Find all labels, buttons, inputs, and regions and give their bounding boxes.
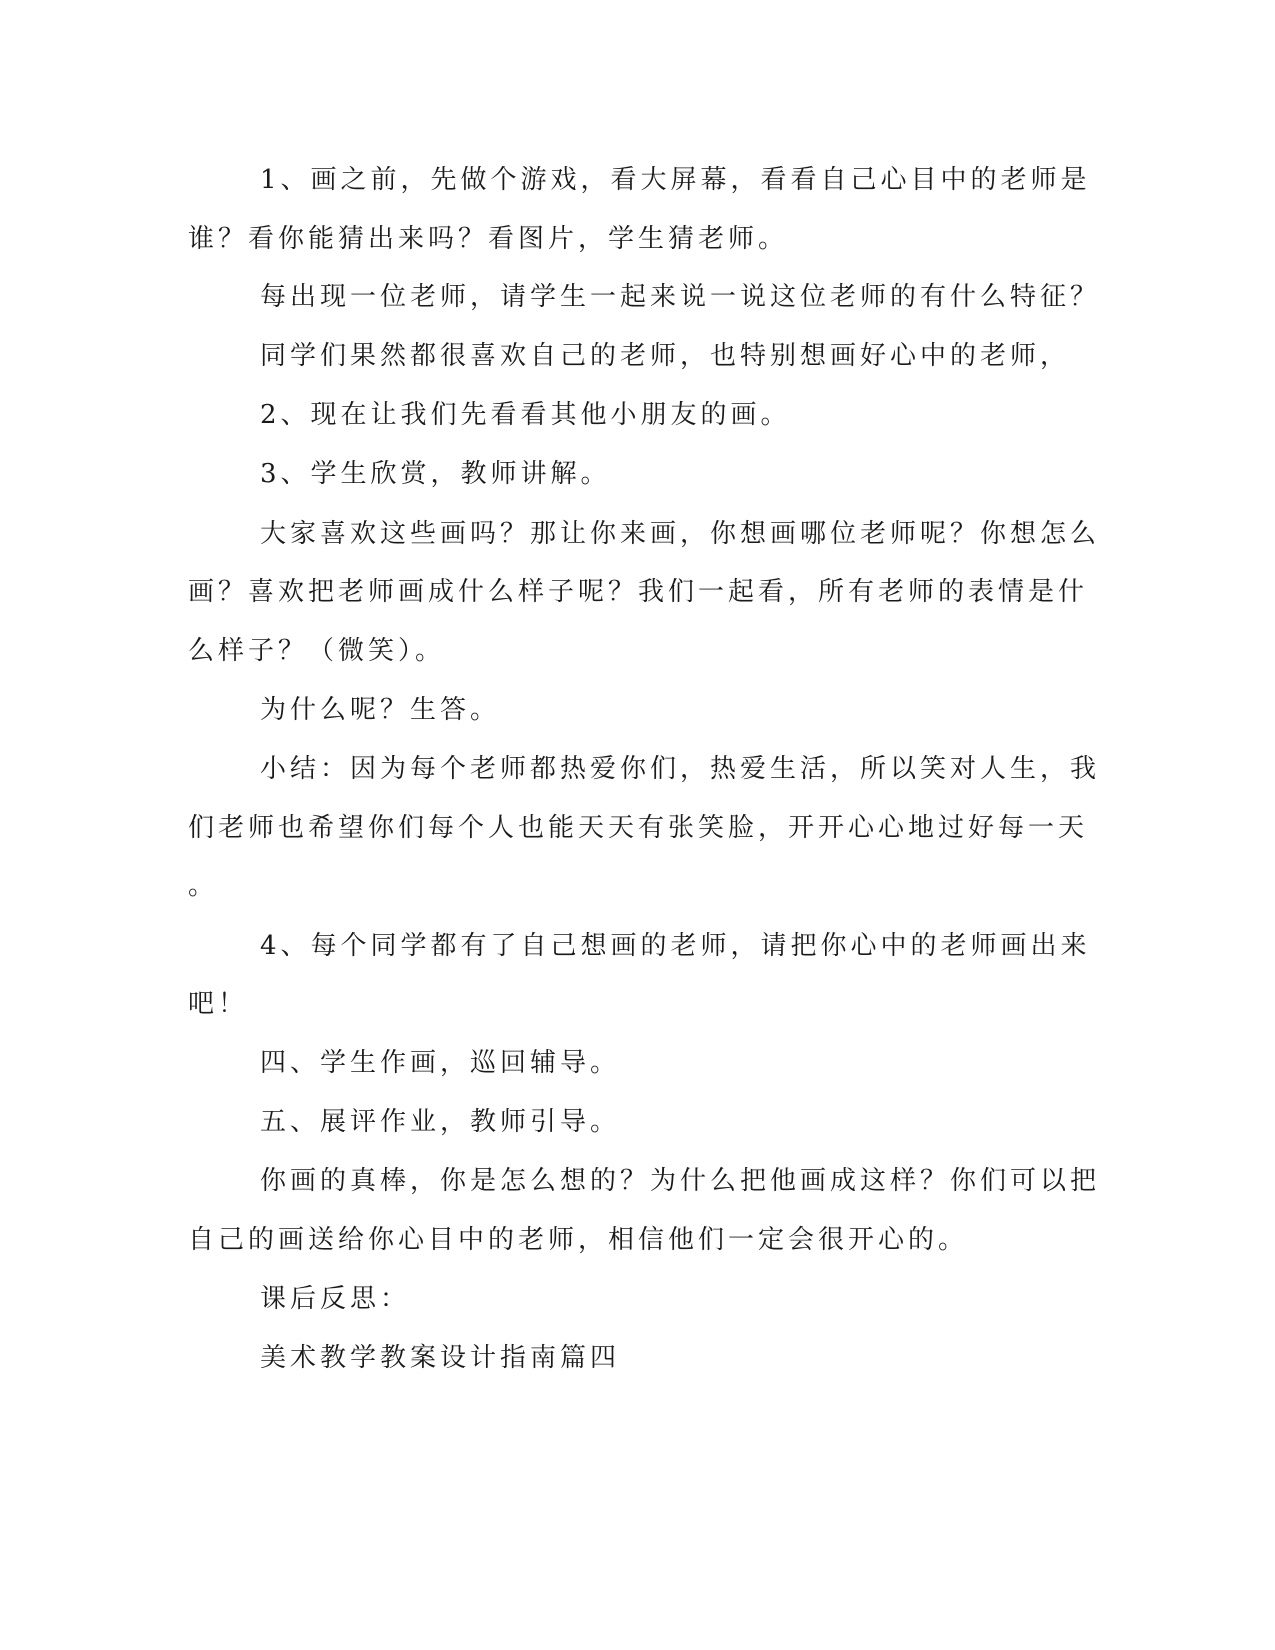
paragraph-line: 2、现在让我们先看看其他小朋友的画。	[260, 400, 791, 430]
paragraph-line: 自己的画送给你心目中的老师，相信他们一定会很开心的。	[188, 1225, 969, 1255]
paragraph-line: 。	[188, 871, 219, 901]
paragraph-line: 谁？看你能猜出来吗？看图片，学生猜老师。	[188, 224, 789, 254]
paragraph-line: 每出现一位老师，请学生一起来说一说这位老师的有什么特征？	[260, 282, 1101, 312]
paragraph-line: 们老师也希望你们每个人也能天天有张笑脸，开开心心地过好每一天	[188, 813, 1089, 843]
paragraph-line: 四、学生作画，巡回辅导。	[260, 1048, 621, 1078]
paragraph-line: 大家喜欢这些画吗？那让你来画，你想画哪位老师呢？你想怎么	[260, 519, 1101, 549]
paragraph-line: 3、学生欣赏，教师讲解。	[260, 459, 611, 489]
paragraph-line: 同学们果然都很喜欢自己的老师，也特别想画好心中的老师，	[260, 341, 1071, 371]
paragraph-line: 吧！	[188, 989, 249, 1019]
section-heading: 美术教学教案设计指南篇四	[260, 1343, 621, 1373]
paragraph-line: 1、画之前，先做个游戏，看大屏幕，看看自己心目中的老师是	[260, 165, 1091, 195]
paragraph-line: 为什么呢？生答。	[260, 695, 501, 725]
paragraph-line: 你画的真棒，你是怎么想的？为什么把他画成这样？你们可以把	[260, 1166, 1101, 1196]
paragraph-line: 小结：因为每个老师都热爱你们，热爱生活，所以笑对人生，我	[260, 754, 1101, 784]
paragraph-line: 么样子？（微笑）。	[188, 636, 446, 666]
paragraph-line: 五、展评作业，教师引导。	[260, 1107, 621, 1137]
paragraph-line: 画？喜欢把老师画成什么样子呢？我们一起看，所有老师的表情是什	[188, 577, 1089, 607]
paragraph-line: 课后反思：	[260, 1284, 411, 1314]
paragraph-line: 4、每个同学都有了自己想画的老师，请把你心中的老师画出来	[260, 931, 1091, 961]
